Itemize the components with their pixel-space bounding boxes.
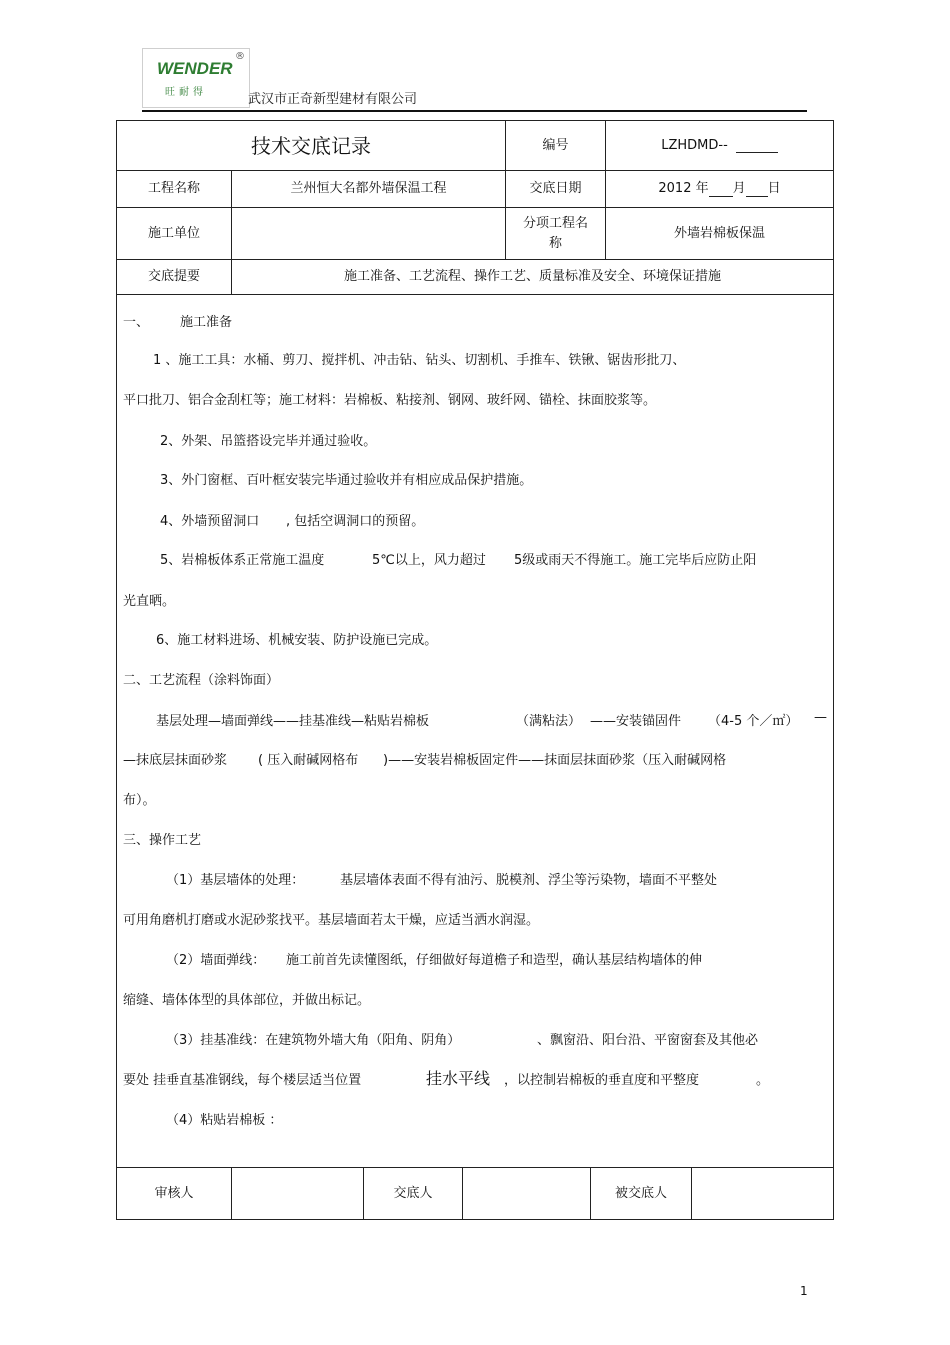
company-name: 武汉市正奇新型建材有限公司: [248, 92, 418, 107]
craft-4: （4）粘贴岩棉板 ：: [166, 1113, 283, 1128]
sub-item-label-line2: 称: [548, 235, 562, 251]
discloser-signature-cell: [463, 1168, 590, 1220]
craft-2c: 缩缝、墙体体型的具体部位，并做出标记。: [123, 993, 371, 1008]
number-label: 编号: [542, 137, 569, 153]
process-line-1a: 基层处理—墙面弹线——挂基准线—粘贴岩棉板: [156, 714, 430, 729]
process-line-1c: ——安装锚固件: [590, 714, 682, 729]
header-divider: [142, 110, 807, 112]
process-line-2a: —抹底层抹面砂浆: [123, 753, 228, 768]
craft-3d: 挂水平线: [426, 1069, 491, 1088]
process-line-1d: （4-5 个／㎡）: [708, 714, 799, 729]
month-blank: [709, 182, 733, 197]
sub-item-value: 外墙岩棉板保温: [673, 225, 765, 241]
process-line-2c: )——安装岩棉板固定件——抹面层抹面砂浆（压入耐碱网格: [383, 753, 727, 768]
logo-subtext: 旺耐得: [165, 87, 207, 98]
registered-mark: ®: [235, 51, 245, 62]
date-month: 月: [732, 181, 746, 196]
prep-item-6: 6、施工材料进场、机械安装、防护设施已完成。: [156, 633, 438, 648]
section-1-title: 施工准备: [180, 315, 233, 330]
craft-3c: 要处 挂垂直基准钢线，每个楼层适当位置: [123, 1073, 362, 1088]
reviewer-signature-cell: [232, 1168, 363, 1220]
page-number: 1: [800, 1284, 808, 1298]
company-logo: [142, 48, 250, 108]
craft-3a: （3）挂基准线：在建筑物外墙大角（阳角、阴角）: [166, 1033, 461, 1048]
receiver-signature-cell: [692, 1168, 833, 1220]
sub-item-label-line1: 分项工程名: [522, 215, 588, 231]
sub-item-label: [506, 208, 605, 259]
craft-2a: （2）墙面弹线：: [166, 953, 266, 968]
craft-1c: 可用角磨机打磨或水泥砂浆找平。基层墙面若太干燥，应适当洒水润湿。: [123, 913, 540, 928]
construction-unit-value: [232, 208, 505, 259]
prep-item-4a: 4、外墙预留洞口: [160, 514, 260, 529]
craft-1a: （1）基层墙体的处理：: [166, 873, 305, 888]
date-year: 2012 年: [658, 181, 709, 196]
prep-item-2: 2、外架、吊篮搭设完毕并通过验收。: [160, 434, 377, 449]
craft-3b: 、飘窗沿、阳台沿、平窗窗套及其他必: [537, 1033, 759, 1048]
process-line-3: 布）。: [123, 793, 156, 808]
prep-item-5c: 5级或雨天不得施工。施工完毕后应防止阳: [514, 553, 757, 568]
prep-item-3: 3、外门窗框、百叶框安装完毕通过验收并有相应成品保护措施。: [160, 473, 533, 488]
craft-1b: 基层墙体表面不得有油污、脱模剂、浮尘等污染物，墙面不平整处: [340, 873, 718, 888]
construction-unit-label: 施工单位: [147, 225, 200, 241]
project-name-label: 工程名称: [147, 181, 200, 196]
receiver-label: 被交底人: [614, 1186, 667, 1201]
project-name-value: 兰州恒大名都外墙保温工程: [290, 181, 447, 196]
prep-item-5d: 光直晒。: [123, 594, 176, 609]
prep-item-4b: , 包括空调洞口的预留。: [286, 514, 425, 529]
craft-3e: ，以控制岩棉板的垂直度和平整度: [504, 1073, 700, 1088]
summary-label: 交底提要: [147, 269, 200, 284]
day-blank: [746, 182, 768, 197]
tools-line-2: 平口批刀、铝合金刮杠等；施工材料：岩棉板、粘接剂、钢网、玻纤网、锚栓、抹面胶浆等。: [123, 393, 657, 408]
craft-3f: 。: [756, 1073, 770, 1088]
craft-2b: 施工前首先读懂图纸，仔细做好每道檐子和造型，确认基层结构墙体的伸: [286, 953, 703, 968]
number-blank: [736, 138, 778, 153]
prep-item-5b: 5℃以上，风力超过: [372, 553, 486, 568]
discloser-label: 交底人: [393, 1186, 433, 1201]
process-line-1e: —: [814, 710, 827, 725]
document-title: 技术交底记录: [251, 133, 371, 158]
logo-text: WENDER: [157, 59, 233, 78]
number-field: [606, 121, 833, 170]
reviewer-label: 审核人: [154, 1186, 194, 1201]
date-label: 交底日期: [529, 181, 582, 196]
number-value: LZHDMD--: [661, 137, 728, 153]
section-2-title: 二、工艺流程（涂料饰面）: [123, 673, 280, 688]
tools-line-1: 1 、施工工具：水桶、剪刀、搅拌机、冲击钻、钻头、切割机、手推车、铁锹、锯齿形批刀、: [153, 353, 686, 368]
section-3-title: 三、操作工艺: [123, 833, 202, 848]
summary-value: 施工准备、工艺流程、操作工艺、质量标准及安全、环境保证措施: [343, 269, 721, 284]
prep-item-5a: 5、岩棉板体系正常施工温度: [160, 553, 325, 568]
process-line-2b: ( 压入耐碱网格布: [258, 753, 359, 768]
date-field: [606, 171, 833, 207]
date-day: 日: [767, 181, 781, 196]
section-1-number: 一、: [123, 315, 150, 330]
process-line-1b: （满粘法）: [516, 714, 582, 729]
